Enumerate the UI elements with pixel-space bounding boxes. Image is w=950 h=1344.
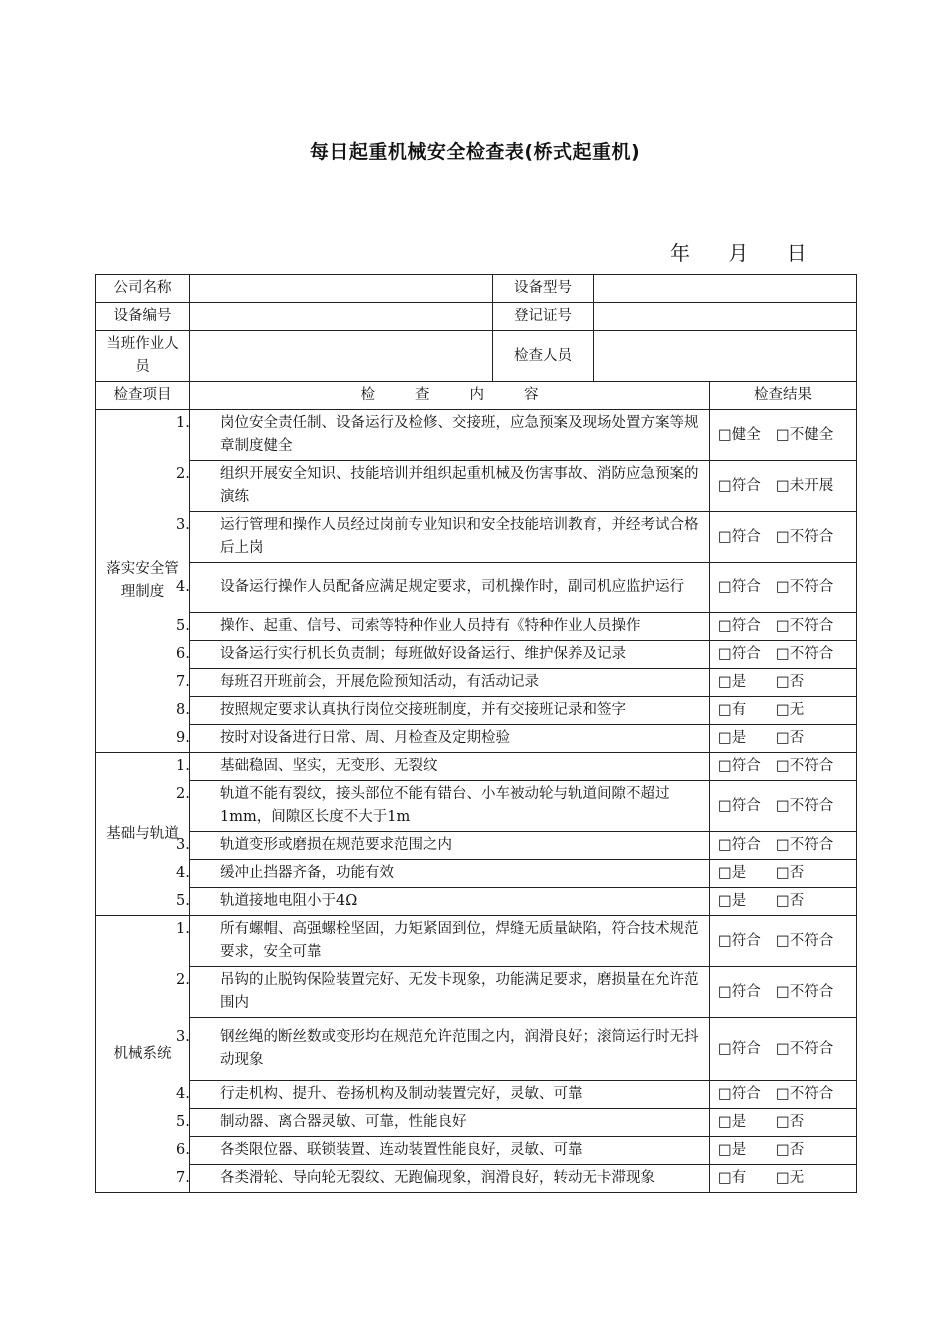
check-item <box>176 1137 710 1165</box>
result-cell <box>710 860 857 888</box>
item-text: 轨道变形或磨损在规范要求范围之内 <box>220 837 452 853</box>
result-cell <box>710 1081 857 1109</box>
result-option-2-checkbox[interactable]: □不健全 <box>776 426 834 443</box>
item-text: 按照规定要求认真执行岗位交接班制度，并有交接班记录和签字 <box>220 702 626 718</box>
result-cell <box>710 1137 857 1165</box>
result-option-2-checkbox[interactable]: □否 <box>776 893 805 909</box>
result-option-2-checkbox[interactable]: □不符合 <box>776 1086 834 1102</box>
result-option-1-checkbox[interactable]: □符合 <box>718 932 761 949</box>
result-cell <box>710 916 857 967</box>
result-option-2-checkbox[interactable]: □不符合 <box>776 983 834 1000</box>
item-number: 5. <box>176 1114 190 1130</box>
date-day: 日 <box>786 241 807 265</box>
table-row <box>96 669 857 697</box>
result-option-2-checkbox[interactable]: □不符合 <box>776 797 834 814</box>
item-number: 2. <box>176 466 190 482</box>
result-cell <box>710 613 857 641</box>
table-row <box>96 860 857 888</box>
check-item <box>176 512 710 563</box>
item-text: 行走机构、提升、卷扬机构及制动装置完好，灵敏、可靠 <box>220 1086 583 1102</box>
table-row <box>96 1081 857 1109</box>
col-item-header: 检查项目 <box>96 382 190 410</box>
check-item <box>176 461 710 512</box>
check-item <box>176 725 710 753</box>
item-number: 7. <box>176 674 190 690</box>
table-row <box>96 1165 857 1193</box>
result-cell <box>710 410 857 461</box>
result-cell <box>710 1018 857 1081</box>
result-cell <box>710 512 857 563</box>
result-option-2-checkbox[interactable]: □无 <box>776 702 805 718</box>
result-option-1-checkbox[interactable]: □有 <box>718 1170 747 1186</box>
result-option-2-checkbox[interactable]: □不符合 <box>776 579 834 595</box>
check-item <box>176 563 710 613</box>
result-option-1-checkbox[interactable]: □是 <box>718 1114 747 1130</box>
check-item <box>176 888 710 916</box>
result-option-1-checkbox[interactable]: □符合 <box>718 1040 761 1057</box>
table-row <box>96 888 857 916</box>
table-row <box>96 410 857 461</box>
result-cell <box>710 832 857 860</box>
item-text: 运行管理和操作人员经过岗前专业知识和安全技能培训教育，并经考试合格后上岗 <box>220 517 699 556</box>
result-option-1-checkbox[interactable]: □健全 <box>718 426 761 443</box>
table-row <box>96 753 857 781</box>
result-option-1-checkbox[interactable]: □是 <box>718 1142 747 1158</box>
result-option-2-checkbox[interactable]: □否 <box>776 865 805 881</box>
result-option-1-checkbox[interactable]: □是 <box>718 674 747 690</box>
table-row <box>96 1137 857 1165</box>
result-cell <box>710 967 857 1018</box>
check-item <box>176 697 710 725</box>
table-row <box>96 781 857 832</box>
item-number: 7. <box>176 1170 190 1186</box>
item-text: 吊钩的止脱钩保险装置完好、无发卡现象，功能满足要求，磨损量在允许范围内 <box>220 972 699 1011</box>
result-option-1-checkbox[interactable]: □符合 <box>718 1086 761 1102</box>
result-option-1-checkbox[interactable]: □符合 <box>718 528 761 545</box>
section-label: 基础与轨道 <box>96 753 190 916</box>
check-item <box>176 641 710 669</box>
result-option-1-checkbox[interactable]: □符合 <box>718 983 761 1000</box>
result-cell <box>710 781 857 832</box>
result-option-2-checkbox[interactable]: □未开展 <box>776 477 834 494</box>
table-row <box>96 461 857 512</box>
result-cell <box>710 641 857 669</box>
item-text: 基础稳固、坚实，无变形、无裂纹 <box>220 758 438 774</box>
check-item <box>176 669 710 697</box>
table-row <box>96 1109 857 1137</box>
item-number: 9. <box>176 730 190 746</box>
item-number: 5. <box>176 893 190 909</box>
table-row <box>96 725 857 753</box>
item-number: 8. <box>176 702 190 718</box>
item-number: 5. <box>176 618 190 634</box>
item-text: 按时对设备进行日常、周、月检查及定期检验 <box>220 730 510 746</box>
result-option-2-checkbox[interactable]: □不符合 <box>776 646 834 662</box>
item-number: 6. <box>176 646 190 662</box>
result-option-1-checkbox[interactable]: □符合 <box>718 618 761 634</box>
table-row <box>96 697 857 725</box>
result-option-2-checkbox[interactable]: □不符合 <box>776 837 834 853</box>
item-number: 4. <box>176 1086 190 1102</box>
item-text: 轨道不能有裂纹，接头部位不能有错台、小车被动轮与轨道间隙不超过1mm，间隙区长度不大于1m <box>220 786 670 825</box>
table-row <box>96 1018 857 1081</box>
table-row <box>96 832 857 860</box>
check-item <box>176 613 710 641</box>
item-number: 2. <box>176 972 190 988</box>
col-content-char: 内 <box>469 387 484 403</box>
col-content-char: 容 <box>524 387 539 403</box>
company-field[interactable] <box>190 275 493 303</box>
result-cell <box>710 697 857 725</box>
result-option-2-checkbox[interactable]: □不符合 <box>776 932 834 949</box>
operator-label: 当班作业人员 <box>96 331 190 382</box>
result-option-1-checkbox[interactable]: □符合 <box>718 758 761 774</box>
date-line <box>670 237 839 266</box>
table-row <box>96 613 857 641</box>
check-item <box>176 781 710 832</box>
inspector-field[interactable] <box>594 331 857 382</box>
result-option-2-checkbox[interactable]: □不符合 <box>776 1040 834 1057</box>
item-number: 1. <box>176 758 190 774</box>
item-text: 轨道接地电阻小于4Ω <box>220 893 358 909</box>
result-option-1-checkbox[interactable]: □符合 <box>718 837 761 853</box>
item-text: 钢丝绳的断丝数或变形均在规范允许范围之内，润滑良好；滚筒运行时无抖动现象 <box>220 1029 699 1068</box>
result-cell <box>710 888 857 916</box>
col-result-header: 检查结果 <box>710 382 857 410</box>
result-cell <box>710 725 857 753</box>
inspector-label: 检查人员 <box>493 331 594 382</box>
item-number: 4. <box>176 579 190 595</box>
check-item <box>176 916 710 967</box>
item-text: 各类限位器、联锁装置、连动装置性能良好，灵敏、可靠 <box>220 1142 583 1158</box>
operator-field[interactable] <box>190 331 493 382</box>
col-content-char: 查 <box>415 387 430 403</box>
item-number: 2. <box>176 786 190 802</box>
result-option-2-checkbox[interactable]: □不符合 <box>776 758 834 774</box>
date-month: 月 <box>728 241 749 265</box>
result-option-1-checkbox[interactable]: □有 <box>718 702 747 718</box>
code-label: 设备编号 <box>96 303 190 331</box>
check-item <box>176 1018 710 1081</box>
result-option-1-checkbox[interactable]: □是 <box>718 893 747 909</box>
check-item <box>176 967 710 1018</box>
section-label: 落实安全管理制度 <box>96 410 190 753</box>
result-option-2-checkbox[interactable]: □否 <box>776 1114 805 1130</box>
result-option-2-checkbox[interactable]: □否 <box>776 730 805 746</box>
result-option-1-checkbox[interactable]: □符合 <box>718 646 761 662</box>
item-number: 3. <box>176 1029 190 1045</box>
item-number: 3. <box>176 837 190 853</box>
result-option-1-checkbox[interactable]: □符合 <box>718 797 761 814</box>
result-option-1-checkbox[interactable]: □是 <box>718 730 747 746</box>
result-cell <box>710 563 857 613</box>
check-item <box>176 1109 710 1137</box>
table-row <box>96 512 857 563</box>
page-title: 每日起重机械安全检查表(桥式起重机) <box>309 141 641 163</box>
result-cell <box>710 753 857 781</box>
result-option-2-checkbox[interactable]: □无 <box>776 1170 805 1186</box>
item-number: 3. <box>176 517 190 533</box>
reg-label: 登记证号 <box>493 303 594 331</box>
check-item <box>176 832 710 860</box>
item-text: 操作、起重、信号、司索等特种作业人员持有《特种作业人员操作 <box>220 618 641 634</box>
item-text: 缓冲止挡器齐备，功能有效 <box>220 865 394 881</box>
result-option-2-checkbox[interactable]: □不符合 <box>776 618 834 634</box>
result-cell <box>710 1165 857 1193</box>
item-number: 6. <box>176 1142 190 1158</box>
item-text: 各类滑轮、导向轮无裂纹、无跑偏现象，润滑良好，转动无卡滞现象 <box>220 1170 655 1186</box>
result-option-2-checkbox[interactable]: □不符合 <box>776 528 834 545</box>
item-number: 1. <box>176 921 190 937</box>
item-text: 每班召开班前会，开展危险预知活动，有活动记录 <box>220 674 539 690</box>
model-label: 设备型号 <box>493 275 594 303</box>
result-option-2-checkbox[interactable]: □否 <box>776 674 805 690</box>
table-row <box>96 967 857 1018</box>
inspection-table <box>95 274 857 1193</box>
item-text: 制动器、离合器灵敏、可靠，性能良好 <box>220 1114 467 1130</box>
item-text: 组织开展安全知识、技能培训并组织起重机械及伤害事故、消防应急预案的演练 <box>220 466 699 505</box>
reg-field[interactable] <box>594 303 857 331</box>
check-item <box>176 1081 710 1109</box>
result-option-1-checkbox[interactable]: □符合 <box>718 477 761 494</box>
item-text: 设备运行实行机长负责制；每班做好设备运行、维护保养及记录 <box>220 646 626 662</box>
model-field[interactable] <box>594 275 857 303</box>
date-year: 年 <box>670 241 690 265</box>
result-cell <box>710 1109 857 1137</box>
result-option-2-checkbox[interactable]: □否 <box>776 1142 805 1158</box>
code-field[interactable] <box>190 303 493 331</box>
result-cell <box>710 461 857 512</box>
check-item <box>176 410 710 461</box>
check-item <box>176 753 710 781</box>
col-content-header <box>190 382 710 410</box>
company-label: 公司名称 <box>96 275 190 303</box>
section-label: 机械系统 <box>96 916 190 1193</box>
check-item <box>176 860 710 888</box>
item-text: 岗位安全责任制、设备运行及检修、交接班，应急预案及现场处置方案等规章制度健全 <box>220 415 699 454</box>
result-option-1-checkbox[interactable]: □是 <box>718 865 747 881</box>
result-option-1-checkbox[interactable]: □符合 <box>718 579 761 595</box>
check-item <box>176 1165 710 1193</box>
table-row <box>96 563 857 613</box>
item-text: 设备运行操作人员配备应满足规定要求，司机操作时，副司机应监护运行 <box>220 579 684 595</box>
table-row <box>96 641 857 669</box>
col-content-char: 检 <box>360 387 375 403</box>
result-cell <box>710 669 857 697</box>
table-row <box>96 916 857 967</box>
item-number: 1. <box>176 415 190 431</box>
item-text: 所有螺帽、高强螺栓坚固，力矩紧固到位，焊缝无质量缺陷，符合技术规范要求，安全可靠 <box>220 921 699 960</box>
item-number: 4. <box>176 865 190 881</box>
